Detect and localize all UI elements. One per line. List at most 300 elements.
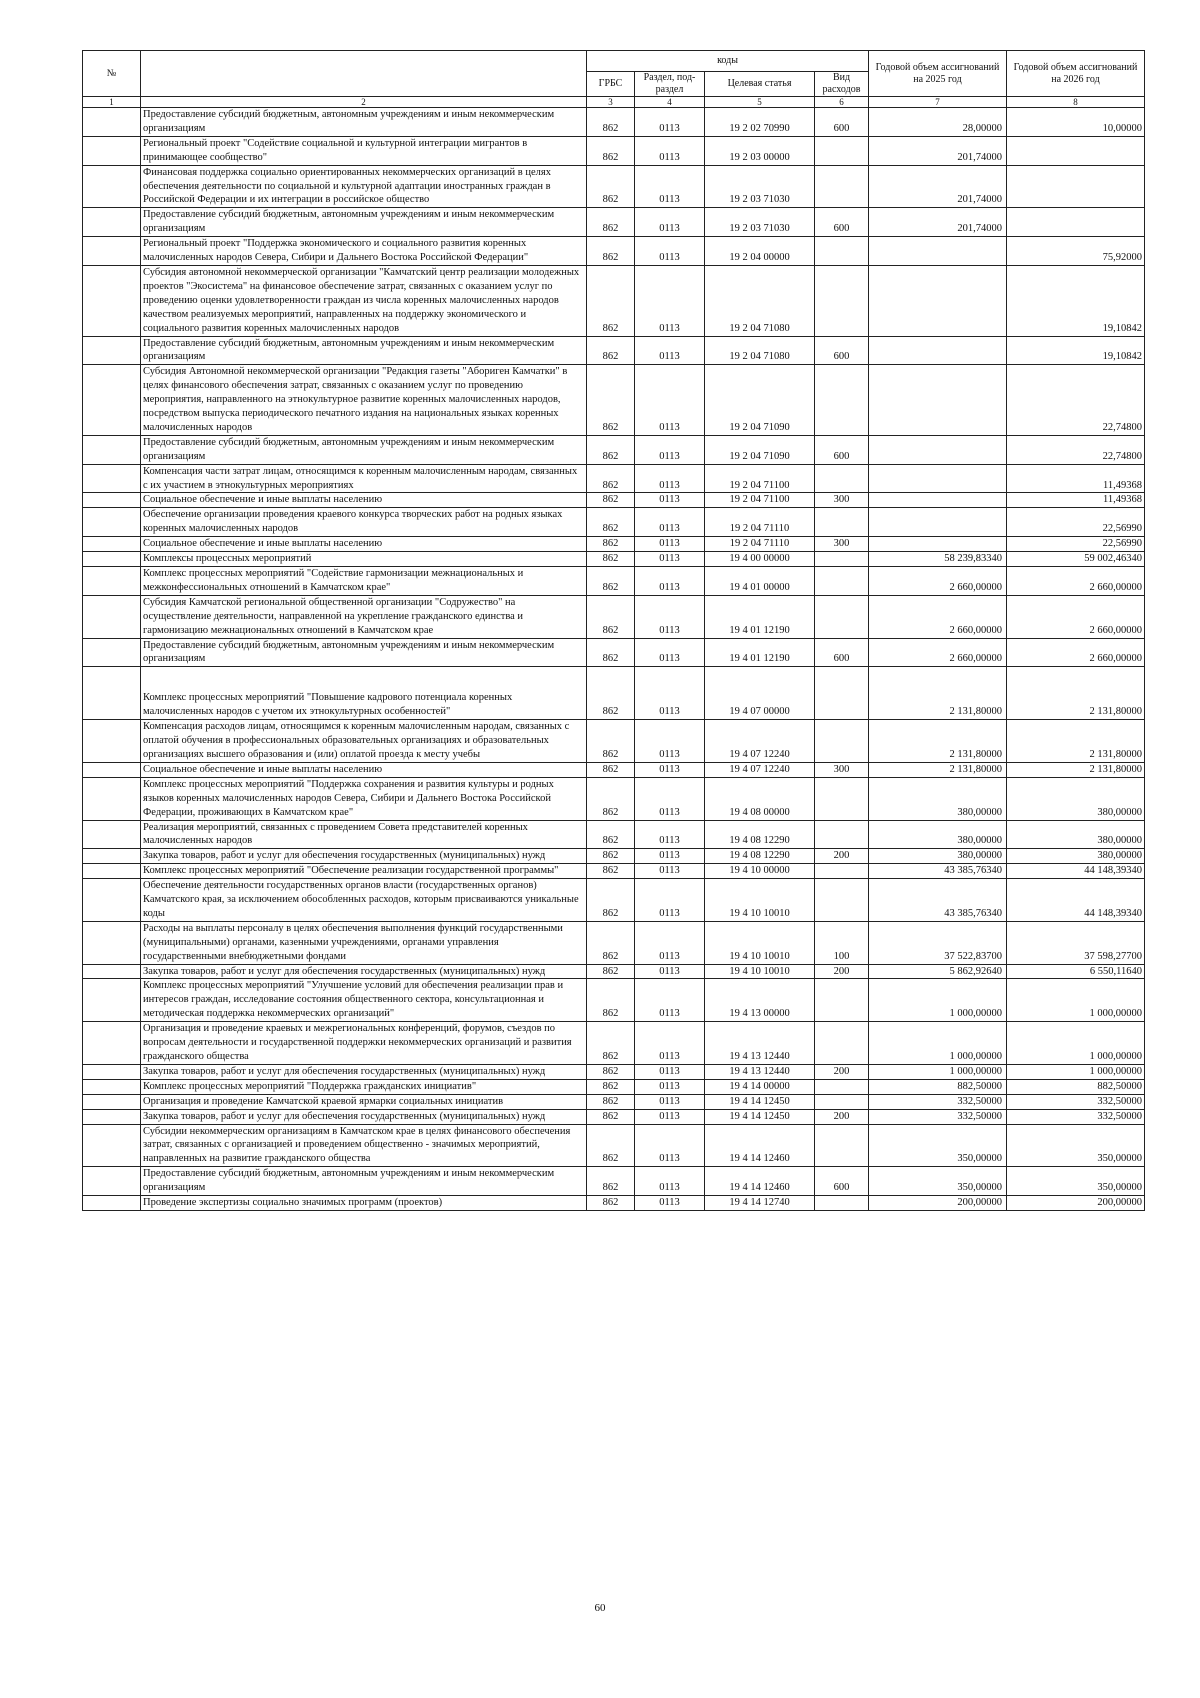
row-razdel-cell: 0113 [635,820,705,849]
row-grbs-cell: 862 [587,208,635,237]
row-name-cell: Проведение экспертизы социально значимых программ (проектов) [141,1196,587,1211]
row-name-cell: Субсидия Автономной некоммерческой организации "Редакция газеты "Абориген Камчатки" в целях финансового обеспечения затрат, связанных с оказанием услуг по проведению мероприятия, направленного на этнокультурное развитие коренных малочисленных народов, посредством выпуска периодического печатного издания на национальных языках коренных малочисленных народов [141,365,587,436]
row-year-2026-cell: 22,74800 [1007,365,1145,436]
table-row [83,464,1145,493]
budget-sheet [82,50,1144,1211]
row-year-2026-cell [1007,165,1145,208]
row-number-cell [83,108,141,137]
row-name-cell: Реализация мероприятий, связанных с проведением Совета представителей коренных малочисленных народов [141,820,587,849]
row-year-2025-cell: 5 862,92640 [869,964,1007,979]
row-vid-cell [815,667,869,720]
table-header [83,51,1145,108]
row-vid-cell [815,265,869,336]
header-name [141,51,587,97]
row-celevaya-cell: 19 4 14 12740 [705,1196,815,1211]
row-year-2026-cell: 11,49368 [1007,464,1145,493]
row-name-cell: Обеспечение организации проведения краевого конкурса творческих работ на родных языках коренных малочисленных народов [141,508,587,537]
row-number-cell [83,1094,141,1109]
row-vid-cell [815,1094,869,1109]
row-year-2025-cell: 37 522,83700 [869,921,1007,964]
row-number-cell [83,165,141,208]
row-year-2025-cell [869,435,1007,464]
row-grbs-cell: 862 [587,537,635,552]
row-number-cell [83,820,141,849]
row-vid-cell [815,237,869,266]
row-celevaya-cell: 19 2 03 71030 [705,208,815,237]
row-number-cell [83,136,141,165]
table-row [83,567,1145,596]
row-number-cell [83,777,141,820]
row-razdel-cell: 0113 [635,979,705,1022]
row-celevaya-cell: 19 4 10 10010 [705,879,815,922]
table-row [83,879,1145,922]
row-number-cell [83,464,141,493]
row-celevaya-cell: 19 4 08 12290 [705,820,815,849]
row-year-2025-cell: 332,50000 [869,1094,1007,1109]
row-razdel-cell: 0113 [635,1109,705,1124]
row-grbs-cell: 862 [587,1064,635,1079]
row-name-cell: Комплекс процессных мероприятий "Поддержка сохранения и развития культуры и родных языков коренных малочисленных народов Севера, Сибири и Дальнего Востока Российской Федерации, проживающих в Камчатском крае" [141,777,587,820]
row-year-2026-cell: 350,00000 [1007,1167,1145,1196]
page-number: 60 [594,1602,606,1614]
row-name-cell: Социальное обеспечение и иные выплаты населению [141,537,587,552]
table-row [83,237,1145,266]
row-number-cell [83,921,141,964]
row-razdel-cell: 0113 [635,165,705,208]
row-vid-cell [815,1124,869,1167]
row-razdel-cell: 0113 [635,435,705,464]
row-year-2025-cell: 380,00000 [869,820,1007,849]
table-row [83,435,1145,464]
row-year-2026-cell: 19,10842 [1007,336,1145,365]
row-year-2025-cell: 28,00000 [869,108,1007,137]
table-row [83,1094,1145,1109]
row-name-cell: Предоставление субсидий бюджетным, автономным учреждениям и иным некоммерческим организациям [141,435,587,464]
row-vid-cell: 200 [815,1109,869,1124]
row-vid-cell: 600 [815,1167,869,1196]
row-celevaya-cell: 19 2 04 71080 [705,336,815,365]
row-vid-cell [815,979,869,1022]
row-vid-cell: 600 [815,108,869,137]
row-razdel-cell: 0113 [635,879,705,922]
row-razdel-cell: 0113 [635,508,705,537]
row-number-cell [83,1196,141,1211]
row-number-cell [83,1109,141,1124]
row-grbs-cell: 862 [587,508,635,537]
row-vid-cell [815,879,869,922]
row-vid-cell [815,567,869,596]
table-row [83,108,1145,137]
row-grbs-cell: 862 [587,136,635,165]
row-vid-cell [815,864,869,879]
row-grbs-cell: 862 [587,849,635,864]
row-vid-cell: 100 [815,921,869,964]
row-vid-cell: 200 [815,1064,869,1079]
row-year-2025-cell: 43 385,76340 [869,879,1007,922]
row-name-cell: Социальное обеспечение и иные выплаты населению [141,493,587,508]
row-name-cell: Предоставление субсидий бюджетным, автономным учреждениям и иным некоммерческим организациям [141,638,587,667]
row-number-cell [83,435,141,464]
table-row [83,1022,1145,1065]
row-razdel-cell: 0113 [635,237,705,266]
table-row [83,849,1145,864]
row-number-cell [83,265,141,336]
header-index-3: 3 [587,97,635,108]
row-celevaya-cell: 19 2 04 71090 [705,365,815,436]
row-celevaya-cell: 19 4 08 12290 [705,849,815,864]
table-row [83,777,1145,820]
header-codes: коды [587,51,869,72]
row-year-2025-cell: 43 385,76340 [869,864,1007,879]
row-year-2025-cell: 380,00000 [869,777,1007,820]
table-row [83,1064,1145,1079]
row-number-cell [83,964,141,979]
row-year-2025-cell [869,365,1007,436]
table-row [83,979,1145,1022]
row-year-2025-cell: 2 660,00000 [869,595,1007,638]
row-year-2026-cell: 380,00000 [1007,820,1145,849]
table-body [83,108,1145,1211]
row-celevaya-cell: 19 2 04 71100 [705,464,815,493]
row-celevaya-cell: 19 4 14 12460 [705,1167,815,1196]
row-grbs-cell: 862 [587,820,635,849]
row-name-cell: Расходы на выплаты персоналу в целях обеспечения выполнения функций государственными (муниципальными) органами, казенными учреждениями, органами управления государственными внебюджетными фондами [141,921,587,964]
header-index-1: 1 [83,97,141,108]
row-number-cell [83,1167,141,1196]
header-grbs: ГРБС [587,72,635,97]
row-vid-cell [815,1022,869,1065]
row-year-2025-cell: 2 660,00000 [869,567,1007,596]
row-year-2025-cell: 332,50000 [869,1109,1007,1124]
table-row [83,265,1145,336]
row-year-2026-cell: 2 660,00000 [1007,567,1145,596]
row-name-cell: Организация и проведение Камчатской краевой ярмарки социальных инициатив [141,1094,587,1109]
row-name-cell: Предоставление субсидий бюджетным, автономным учреждениям и иным некоммерческим организациям [141,336,587,365]
row-year-2026-cell: 6 550,11640 [1007,964,1145,979]
row-name-cell: Комплекс процессных мероприятий "Содействие гармонизации межнациональных и межконфессиональных отношений в Камчатском крае" [141,567,587,596]
row-year-2025-cell [869,464,1007,493]
row-vid-cell [815,136,869,165]
header-number: № [83,51,141,97]
row-name-cell: Закупка товаров, работ и услуг для обеспечения государственных (муниципальных) нужд [141,964,587,979]
row-celevaya-cell: 19 4 14 00000 [705,1079,815,1094]
table-row [83,165,1145,208]
row-number-cell [83,493,141,508]
row-grbs-cell: 862 [587,165,635,208]
row-name-cell: Предоставление субсидий бюджетным, автономным учреждениям и иным некоммерческим организациям [141,1167,587,1196]
row-grbs-cell: 862 [587,1196,635,1211]
table-row [83,762,1145,777]
row-grbs-cell: 862 [587,567,635,596]
row-celevaya-cell: 19 2 04 71090 [705,435,815,464]
row-year-2026-cell: 2 131,80000 [1007,762,1145,777]
row-celevaya-cell: 19 4 01 00000 [705,567,815,596]
row-year-2025-cell [869,508,1007,537]
row-number-cell [83,365,141,436]
row-razdel-cell: 0113 [635,864,705,879]
row-razdel-cell: 0113 [635,1094,705,1109]
table-row [83,864,1145,879]
row-razdel-cell: 0113 [635,537,705,552]
header-index-2: 2 [141,97,587,108]
row-razdel-cell: 0113 [635,208,705,237]
row-razdel-cell: 0113 [635,762,705,777]
row-grbs-cell: 862 [587,464,635,493]
row-year-2026-cell: 11,49368 [1007,493,1145,508]
row-grbs-cell: 862 [587,1022,635,1065]
row-razdel-cell: 0113 [635,777,705,820]
row-razdel-cell: 0113 [635,108,705,137]
row-name-cell: Организация и проведение краевых и межрегиональных конференций, форумов, съездов по вопросам деятельности и государственной поддержки некоммерческих организаций и развития гражданского общества [141,1022,587,1065]
row-number-cell [83,720,141,763]
row-name-cell: Предоставление субсидий бюджетным, автономным учреждениям и иным некоммерческим организациям [141,208,587,237]
row-grbs-cell: 862 [587,336,635,365]
table-row [83,136,1145,165]
row-vid-cell [815,165,869,208]
row-vid-cell [815,1196,869,1211]
table-row [83,720,1145,763]
row-grbs-cell: 862 [587,493,635,508]
row-number-cell [83,849,141,864]
row-grbs-cell: 862 [587,667,635,720]
row-year-2026-cell: 882,50000 [1007,1079,1145,1094]
row-name-cell: Компенсация части затрат лицам, относящимся к коренным малочисленным народам, связанных с их участием в этнокультурных мероприятиях [141,464,587,493]
row-vid-cell: 600 [815,336,869,365]
row-celevaya-cell: 19 2 02 70990 [705,108,815,137]
row-name-cell: Комплекс процессных мероприятий "Улучшение условий для обеспечения реализации прав и интересов граждан, исследование состояния общественного сектора, консультационная и методическая поддержка некоммерческих организаций" [141,979,587,1022]
header-index-5: 5 [705,97,815,108]
row-year-2025-cell: 201,74000 [869,136,1007,165]
row-grbs-cell: 862 [587,435,635,464]
row-razdel-cell: 0113 [635,595,705,638]
row-year-2025-cell: 201,74000 [869,208,1007,237]
row-year-2026-cell: 2 131,80000 [1007,720,1145,763]
row-year-2025-cell: 1 000,00000 [869,979,1007,1022]
row-grbs-cell: 862 [587,921,635,964]
row-name-cell: Субсидия Камчатской региональной общественной организации "Содружество" на осуществление деятельности, направленной на укрепление гражданского единства и гармонизацию межнациональных отношений в Камчатском крае [141,595,587,638]
row-razdel-cell: 0113 [635,136,705,165]
row-year-2025-cell: 2 131,80000 [869,667,1007,720]
row-name-cell: Социальное обеспечение и иные выплаты населению [141,762,587,777]
row-number-cell [83,1124,141,1167]
row-celevaya-cell: 19 2 04 71110 [705,508,815,537]
table-row [83,537,1145,552]
row-vid-cell: 600 [815,435,869,464]
row-year-2025-cell: 58 239,83340 [869,552,1007,567]
table-row [83,1109,1145,1124]
row-year-2026-cell: 1 000,00000 [1007,1064,1145,1079]
row-grbs-cell: 862 [587,1124,635,1167]
row-year-2026-cell: 2 660,00000 [1007,595,1145,638]
row-razdel-cell: 0113 [635,1124,705,1167]
row-year-2025-cell: 2 660,00000 [869,638,1007,667]
row-razdel-cell: 0113 [635,552,705,567]
row-name-cell: Субсидия автономной некоммерческой организации "Камчатский центр реализации молодежных проектов "Экосистема" на финансовое обеспечение затрат, связанных с оказанием услуг по проведению оценки удовлетворенности граждан из числа коренных малочисленных народов качеством реализуемых мероприятий, направленных на поддержку экономического и социального развития коренных малочисленных народов [141,265,587,336]
row-number-cell [83,508,141,537]
row-year-2025-cell: 350,00000 [869,1167,1007,1196]
row-vid-cell: 300 [815,493,869,508]
row-grbs-cell: 862 [587,1109,635,1124]
row-razdel-cell: 0113 [635,638,705,667]
row-name-cell: Закупка товаров, работ и услуг для обеспечения государственных (муниципальных) нужд [141,1109,587,1124]
row-grbs-cell: 862 [587,1094,635,1109]
row-year-2026-cell: 332,50000 [1007,1109,1145,1124]
row-grbs-cell: 862 [587,638,635,667]
row-vid-cell [815,365,869,436]
row-celevaya-cell: 19 4 08 00000 [705,777,815,820]
row-name-cell: Финансовая поддержка социально ориентированных некоммерческих организаций в целях обеспечения деятельности по социальной и культурной адаптации иностранных граждан в Российской Федерации и их интеграции в российское общество [141,165,587,208]
table-row [83,365,1145,436]
row-year-2026-cell: 380,00000 [1007,777,1145,820]
row-year-2025-cell [869,493,1007,508]
header-year-2025: Годовой объем ассигнований на 2025 год [869,51,1007,97]
row-year-2025-cell: 1 000,00000 [869,1064,1007,1079]
row-year-2025-cell: 350,00000 [869,1124,1007,1167]
row-vid-cell: 300 [815,537,869,552]
table-row [83,508,1145,537]
row-grbs-cell: 862 [587,365,635,436]
row-year-2026-cell: 2 131,80000 [1007,667,1145,720]
row-year-2026-cell: 37 598,27700 [1007,921,1145,964]
row-name-cell: Комплекс процессных мероприятий "Обеспечение реализации государственной программы" [141,864,587,879]
row-grbs-cell: 862 [587,108,635,137]
table-row [83,638,1145,667]
row-vid-cell [815,820,869,849]
row-celevaya-cell: 19 4 10 10010 [705,964,815,979]
row-number-cell [83,537,141,552]
row-name-cell: Региональный проект "Поддержка экономического и социального развития коренных малочисленных народов Севера, Сибири и Дальнего Востока Российской Федерации" [141,237,587,266]
row-razdel-cell: 0113 [635,365,705,436]
row-razdel-cell: 0113 [635,1196,705,1211]
row-razdel-cell: 0113 [635,1167,705,1196]
row-razdel-cell: 0113 [635,921,705,964]
row-grbs-cell: 862 [587,864,635,879]
row-year-2026-cell: 1 000,00000 [1007,979,1145,1022]
row-celevaya-cell: 19 2 04 00000 [705,237,815,266]
row-grbs-cell: 862 [587,595,635,638]
row-year-2026-cell: 44 148,39340 [1007,864,1145,879]
row-razdel-cell: 0113 [635,567,705,596]
row-vid-cell [815,1079,869,1094]
row-razdel-cell: 0113 [635,336,705,365]
row-year-2026-cell: 2 660,00000 [1007,638,1145,667]
table-row [83,964,1145,979]
row-name-cell: Закупка товаров, работ и услуг для обеспечения государственных (муниципальных) нужд [141,849,587,864]
header-index-6: 6 [815,97,869,108]
row-year-2026-cell: 350,00000 [1007,1124,1145,1167]
table-row [83,1079,1145,1094]
table-row [83,552,1145,567]
row-year-2025-cell: 380,00000 [869,849,1007,864]
header-celevaya: Целевая статья [705,72,815,97]
row-year-2026-cell: 1 000,00000 [1007,1022,1145,1065]
row-year-2025-cell [869,237,1007,266]
row-celevaya-cell: 19 4 14 12460 [705,1124,815,1167]
table-row [83,820,1145,849]
row-number-cell [83,552,141,567]
table-row [83,1167,1145,1196]
row-number-cell [83,1079,141,1094]
row-razdel-cell: 0113 [635,1079,705,1094]
row-name-cell: Закупка товаров, работ и услуг для обеспечения государственных (муниципальных) нужд [141,1064,587,1079]
row-year-2025-cell: 882,50000 [869,1079,1007,1094]
row-number-cell [83,1064,141,1079]
row-name-cell: Предоставление субсидий бюджетным, автономным учреждениям и иным некоммерческим организациям [141,108,587,137]
row-celevaya-cell: 19 4 07 12240 [705,720,815,763]
row-vid-cell: 600 [815,638,869,667]
row-vid-cell [815,777,869,820]
row-celevaya-cell: 19 4 10 10010 [705,921,815,964]
row-grbs-cell: 862 [587,1079,635,1094]
row-year-2026-cell: 380,00000 [1007,849,1145,864]
row-name-cell: Обеспечение деятельности государственных органов власти (государственных органов) Камчатского края, за исключением обособленных расходов, которым присваиваются уникальные коды [141,879,587,922]
row-number-cell [83,208,141,237]
header-index-4: 4 [635,97,705,108]
row-razdel-cell: 0113 [635,464,705,493]
row-vid-cell [815,508,869,537]
row-celevaya-cell: 19 4 13 12440 [705,1064,815,1079]
row-vid-cell [815,595,869,638]
row-vid-cell [815,720,869,763]
row-number-cell [83,595,141,638]
row-celevaya-cell: 19 2 03 00000 [705,136,815,165]
row-name-cell: Компенсация расходов лицам, относящимся к коренным малочисленным народам, связанных с оплатой обучения в профессиональных образовательных организациях и образовательных организациях высшего образования и (или) оплатой проезда к месту учебы [141,720,587,763]
row-year-2025-cell: 2 131,80000 [869,762,1007,777]
row-grbs-cell: 862 [587,777,635,820]
row-year-2026-cell: 10,00000 [1007,108,1145,137]
row-number-cell [83,567,141,596]
row-year-2026-cell: 200,00000 [1007,1196,1145,1211]
row-grbs-cell: 862 [587,1167,635,1196]
table-row [83,1196,1145,1211]
row-year-2025-cell: 200,00000 [869,1196,1007,1211]
row-year-2025-cell: 1 000,00000 [869,1022,1007,1065]
row-year-2026-cell: 75,92000 [1007,237,1145,266]
row-number-cell [83,979,141,1022]
row-number-cell [83,638,141,667]
row-year-2026-cell: 44 148,39340 [1007,879,1145,922]
header-vid: Вид расходов [815,72,869,97]
row-vid-cell: 200 [815,964,869,979]
row-vid-cell: 600 [815,208,869,237]
row-number-cell [83,237,141,266]
row-year-2026-cell: 22,56990 [1007,537,1145,552]
row-name-cell: Комплекс процессных мероприятий "Поддержка гражданских инициатив" [141,1079,587,1094]
row-year-2026-cell [1007,136,1145,165]
row-year-2025-cell [869,265,1007,336]
row-number-cell [83,879,141,922]
header-razdel: Раздел, под-раздел [635,72,705,97]
row-celevaya-cell: 19 4 07 12240 [705,762,815,777]
row-grbs-cell: 862 [587,964,635,979]
row-razdel-cell: 0113 [635,849,705,864]
row-celevaya-cell: 19 4 00 00000 [705,552,815,567]
row-razdel-cell: 0113 [635,720,705,763]
row-grbs-cell: 862 [587,720,635,763]
row-year-2025-cell: 2 131,80000 [869,720,1007,763]
row-number-cell [83,864,141,879]
row-name-cell: Субсидии некоммерческим организациям в Камчатском крае в целях финансового обеспечения затрат, связанных с организацией и проведением общественно - значимых мероприятий, направленных на развитие гражданского общества [141,1124,587,1167]
table-row [83,595,1145,638]
row-year-2025-cell [869,537,1007,552]
row-celevaya-cell: 19 2 04 71100 [705,493,815,508]
row-grbs-cell: 862 [587,237,635,266]
row-year-2026-cell: 22,56990 [1007,508,1145,537]
row-year-2025-cell: 201,74000 [869,165,1007,208]
row-celevaya-cell: 19 4 13 00000 [705,979,815,1022]
row-celevaya-cell: 19 4 01 12190 [705,595,815,638]
budget-table [82,50,1145,1211]
